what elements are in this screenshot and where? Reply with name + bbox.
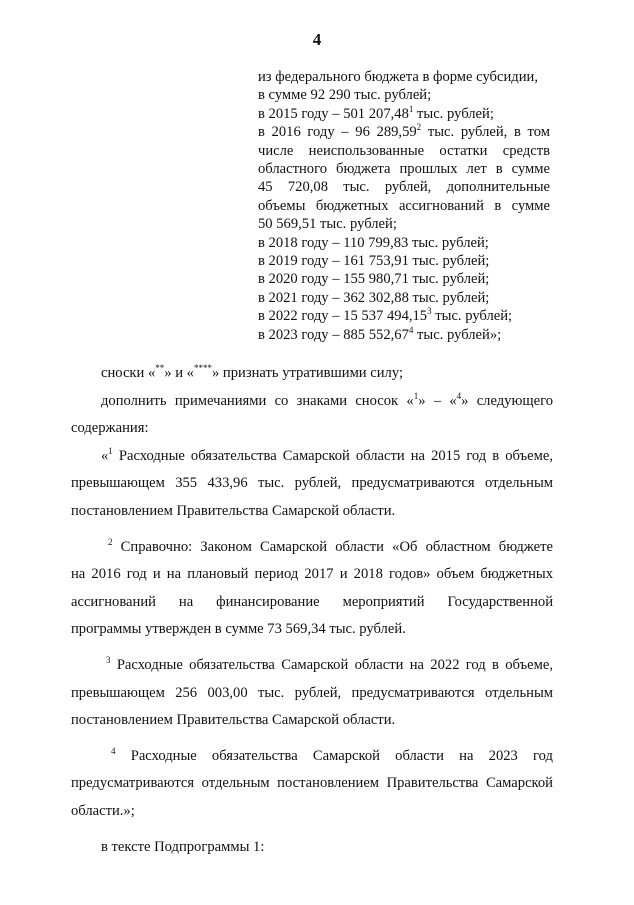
- footnote-mark: 1: [108, 445, 113, 456]
- excerpt-line: в 2021 году – 362 302,88 тыс. рублей;: [258, 289, 490, 306]
- excerpt-line: в 2022 году – 15 537 494,15$^3$ тыс. рублей;: [258, 306, 513, 325]
- footnote-2: $^2$ Справочно: Законом Самарской области «Об областном бюджете на 2016 год и на плановый период 2017 и 2018 годов» объем бюджетных ассигнований на финансирование мероприятий Государственной программы утвержден в сумме 73 569,34 тыс. рублей.: [71, 536, 553, 638]
- footnote-mark: 3: [106, 655, 111, 666]
- excerpt-line: в 2019 году – 161 753,91 тыс. рублей;: [258, 253, 490, 270]
- footnote-mark: 4: [456, 390, 462, 401]
- excerpt-line: 45 720,08 тыс. рублей, дополнительные: [258, 179, 550, 196]
- excerpt-line: в 2015 году – 501 207,48$^1$ тыс. рублей;: [258, 103, 494, 122]
- footnote-mark: **: [155, 363, 165, 374]
- excerpt-line: в 2016 году – 96 289,59$^2$ тыс. рублей, в том: [258, 122, 550, 141]
- paragraph-add-notes: дополнить примечаниями со знаками сносок «$^1$» – «$^4$» следующего содержания:: [71, 390, 554, 437]
- footnote-mark: 1: [413, 390, 419, 401]
- footnote-mark: 3: [427, 306, 432, 317]
- funding-excerpt: [258, 68, 550, 344]
- footnote-mark: 4: [408, 324, 414, 335]
- footnote-mark: 1: [408, 103, 414, 114]
- excerpt-line: числе неиспользованные остатки средств: [258, 142, 550, 159]
- excerpt-line: областного бюджета прошлых лет в сумме: [258, 161, 550, 178]
- footnote-1: «$^1$ Расходные обязательства Самарской области на 2015 год в объеме, превышающем 355 433,96 тыс. рублей, предусматриваются отдельным постановлением Правительства Самарской области.: [71, 445, 553, 519]
- paragraph-footnotes-invalidate: сноски «**» и «****» признать утратившими силу;: [101, 363, 403, 381]
- excerpt-line: 50 569,51 тыс. рублей;: [258, 216, 397, 233]
- excerpt-line: в сумме 92 290 тыс. рублей;: [258, 87, 432, 104]
- excerpt-line: в 2023 году – 885 552,67$^4$ тыс. рублей»;: [258, 324, 502, 343]
- excerpt-line: в 2018 году – 110 799,83 тыс. рублей;: [258, 234, 489, 251]
- footnote-mark: 4: [111, 745, 116, 756]
- footnote-mark: 2: [108, 536, 113, 547]
- footnote-3: $^3$ Расходные обязательства Самарской области на 2022 год в объеме, превышающем 256 003,00 тыс. рублей, предусматриваются отдельным постановлением Правительства Самарской области.: [71, 655, 553, 729]
- footnote-mark: ****: [193, 363, 212, 374]
- footnote-4: $^4$ Расходные обязательства Самарской области на 2023 год предусматриваются отдельным постановлением Правительства Самарской области.»;: [71, 745, 553, 819]
- paragraph-subprogram: в тексте Подпрограммы 1:: [101, 838, 265, 855]
- footnote-mark: 2: [416, 122, 422, 133]
- amendment-body: [71, 360, 554, 861]
- page-number: 4: [312, 30, 322, 49]
- excerpt-line: из федерального бюджета в форме субсидии,: [258, 69, 538, 85]
- excerpt-line: объемы бюджетных ассигнований в сумме: [258, 197, 550, 214]
- excerpt-line: в 2020 году – 155 980,71 тыс. рублей;: [258, 271, 490, 288]
